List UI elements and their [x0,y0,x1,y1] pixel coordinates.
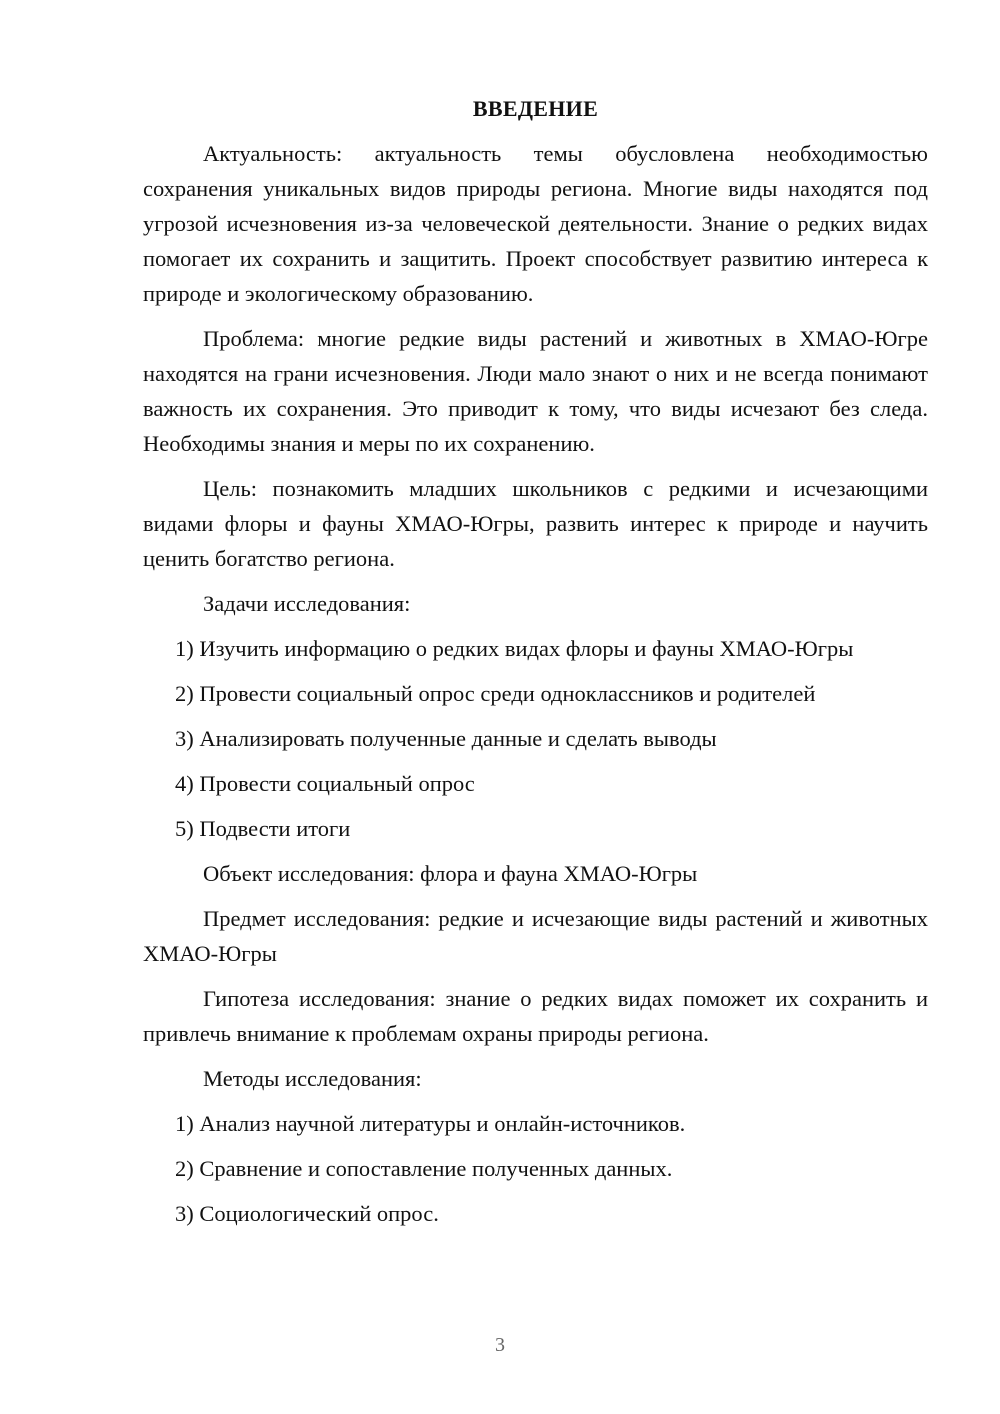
section-heading: ВВЕДЕНИЕ [472,96,599,121]
page-number: 3 [495,1334,505,1356]
method-item: 3) Социологический опрос. [175,1201,439,1226]
goal-paragraph: Цель: познакомить младших школьников с редкими и исчезающими видами флоры и фауны ХМАО-Югры, развить интерес к природе и научить ценить богатство региона. [143,476,928,571]
task-item: 5) Подвести итоги [175,816,351,841]
method-item: 2) Сравнение и сопоставление полученных данных. [175,1156,673,1181]
problem-paragraph: Проблема: многие редкие виды растений и животных в ХМАО-Югре находятся на грани исчезновения. Люди мало знают о них и не всегда понимают важность их сохранения. Это приводит к тому, что виды исчезают без следа. Необходимы знания и меры по их сохранению. [143,326,928,456]
task-item: 1) Изучить информацию о редких видах флоры и фауны ХМАО-Югры [175,636,854,661]
methods-label: Методы исследования: [203,1066,422,1091]
relevance-paragraph: Актуальность: актуальность темы обусловлена необходимостью сохранения уникальных видов природы региона. Многие виды находятся под угрозой исчезновения из-за человеческой деятельности. Знание о редких видах помогает их сохранить и защитить. Проект способствует развитию интереса к природе и экологическому образованию. [143,141,928,306]
method-item: 1) Анализ научной литературы и онлайн-источников. [175,1111,686,1136]
subject-paragraph: Предмет исследования: редкие и исчезающие виды растений и животных ХМАО-Югры [143,906,928,966]
tasks-label: Задачи исследования: [203,591,411,616]
task-item: 2) Провести социальный опрос среди одноклассников и родителей [175,681,816,706]
hypothesis-paragraph: Гипотеза исследования: знание о редких видах поможет их сохранить и привлечь внимание к проблемам охраны природы региона. [143,986,928,1046]
page-content [143,96,928,1231]
task-item: 3) Анализировать полученные данные и сделать выводы [175,726,717,751]
methods-list [143,1106,928,1231]
tasks-list [143,631,928,846]
task-item: 4) Провести социальный опрос [175,771,475,796]
object-paragraph: Объект исследования: флора и фауна ХМАО-Югры [203,861,698,886]
